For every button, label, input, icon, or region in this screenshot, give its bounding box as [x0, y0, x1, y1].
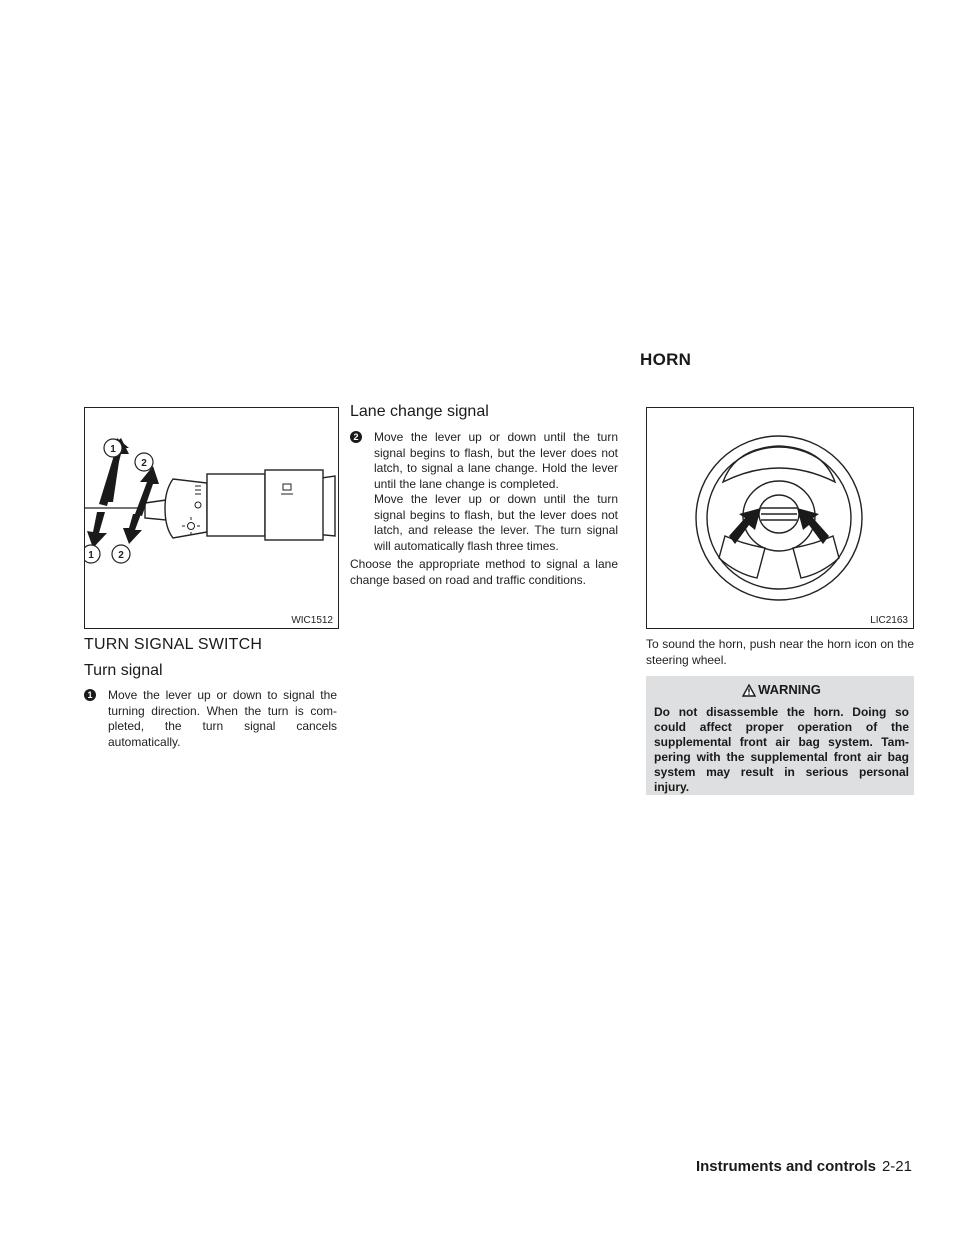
steering-wheel-illustration	[647, 408, 912, 627]
item-text-2: Move the lever up or down until the turn signal begins to flash, but the lever does not latch, and release the lever. The turn signal will automatically flash three times.	[374, 492, 618, 553]
page-number: 2-21	[881, 1158, 912, 1175]
turn-signal-figure	[84, 407, 339, 629]
figure-label-2-top: 2	[141, 458, 147, 469]
list-item	[350, 430, 618, 554]
warning-box	[646, 676, 914, 795]
section-title: TURN SIGNAL SWITCH	[84, 636, 263, 653]
warning-header	[654, 682, 909, 698]
paragraph-choose: Choose the appropriate method to signal a lane change based on road and traffic conditions.	[350, 557, 618, 587]
warning-icon	[742, 684, 756, 697]
footer-section: Instruments and controls	[695, 1158, 876, 1175]
turn-signal-lever-illustration	[85, 408, 337, 627]
item-number-2: 2	[350, 431, 362, 443]
figure-code: LIC2163	[870, 615, 908, 626]
horn-heading: HORN	[640, 350, 692, 369]
item-number-1: 1	[84, 689, 96, 701]
page-footer	[696, 1158, 912, 1175]
warning-title: WARNING	[758, 682, 821, 697]
warning-text: Do not disassemble the horn. Doing so could affect proper operation of the supplemental front air bag system. Tam-pering with the supplemental front air bag system may result in serious personal injury.	[654, 705, 909, 794]
figure-code: WIC1512	[291, 615, 333, 626]
horn-figure	[646, 407, 914, 629]
figure-label-1-bottom: 1	[88, 550, 94, 561]
paragraph-horn: To sound the horn, push near the horn icon on the steering wheel.	[646, 637, 914, 667]
subheading-lane-change: Lane change signal	[350, 403, 489, 420]
item-text: Move the lever up or down until the turn signal begins to flash, but the lever does not latch, to signal a lane change. Hold the lever until the lane change is completed.	[374, 430, 618, 491]
right-push-arrow	[797, 508, 829, 544]
figure-label-1-top: 1	[110, 444, 116, 455]
subheading-turn-signal: Turn signal	[84, 662, 163, 679]
item-text: Move the lever up or down to signal the turning direction. When the turn is com-pleted, the turn signal cancels automatically.	[108, 688, 337, 749]
list-item	[84, 688, 337, 750]
left-push-arrow	[729, 508, 761, 544]
figure-label-2-bottom: 2	[118, 550, 124, 561]
